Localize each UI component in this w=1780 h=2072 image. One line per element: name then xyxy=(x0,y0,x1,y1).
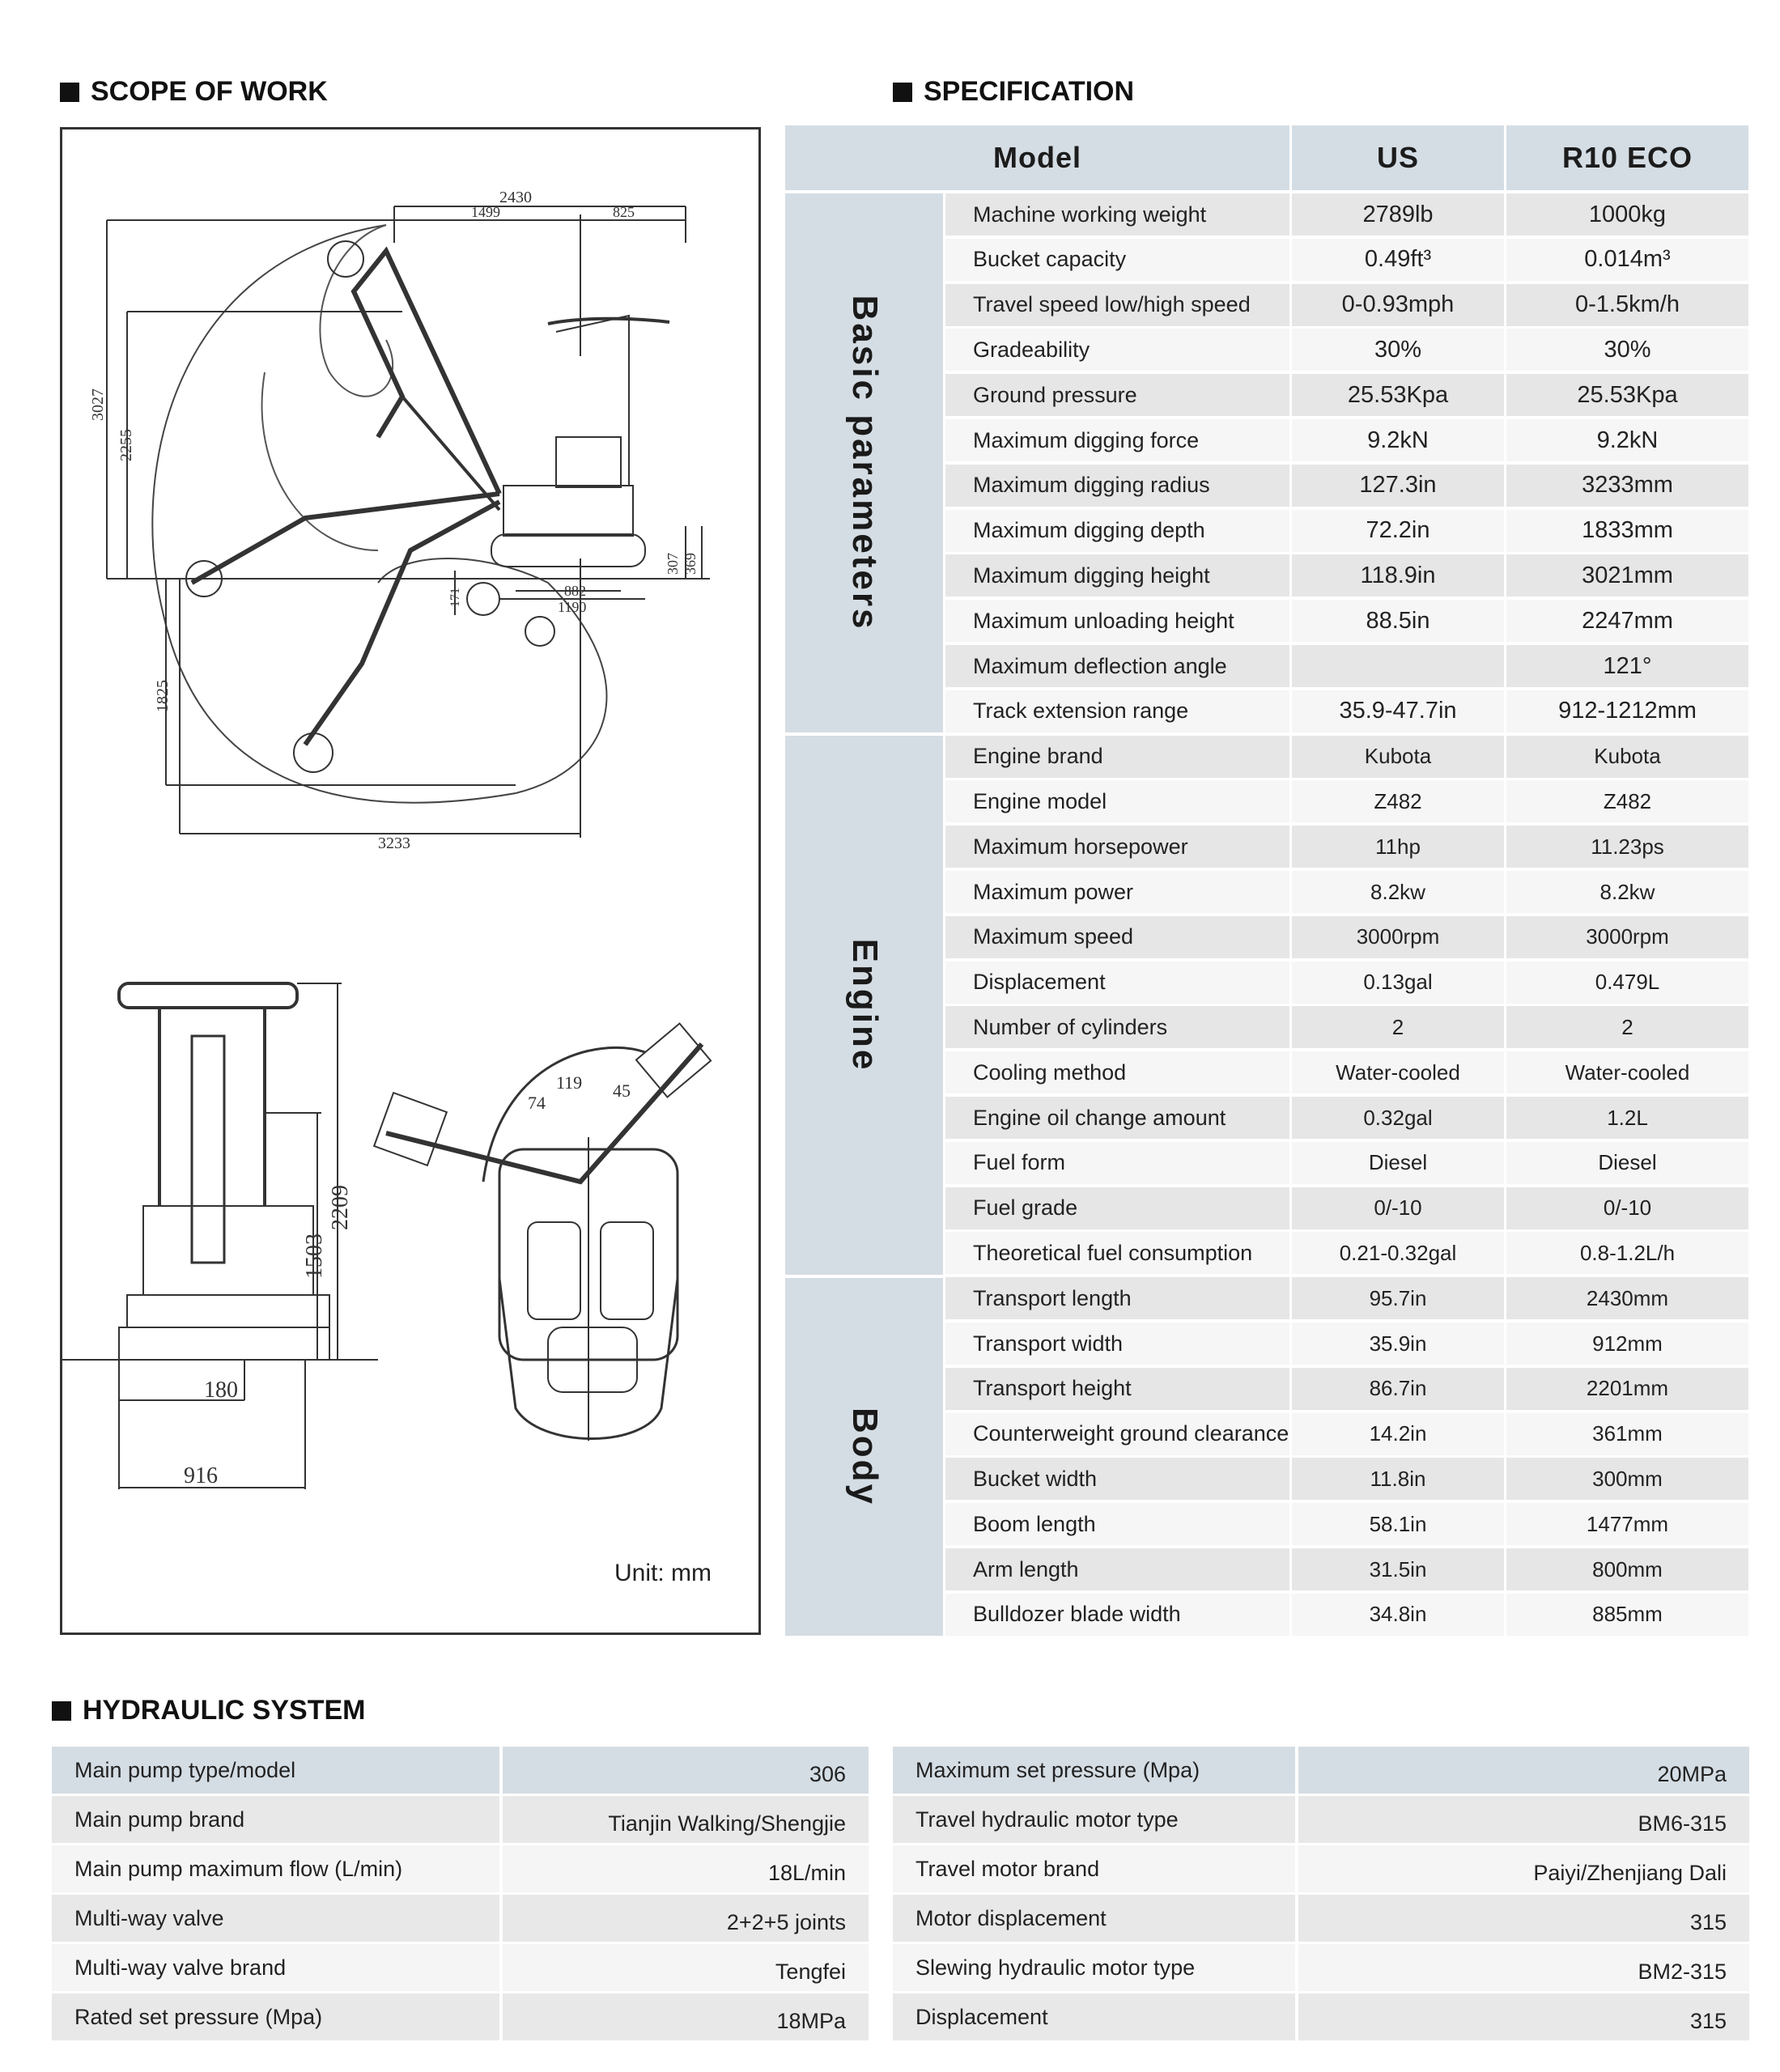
dim-1190: 1190 xyxy=(558,599,587,615)
hydraulic-param-name: Main pump brand xyxy=(52,1796,499,1843)
square-bullet-icon xyxy=(60,83,79,102)
dim-180: 180 xyxy=(204,1378,238,1403)
spec-value-us: 34.8in xyxy=(1292,1594,1504,1636)
spec-value-us: 0.13gal xyxy=(1292,962,1504,1004)
spec-value-us: 11hp xyxy=(1292,826,1504,868)
spec-row xyxy=(945,1458,1748,1500)
spec-value-r10eco: Kubota xyxy=(1506,736,1748,778)
group-engine xyxy=(785,736,943,1275)
spec-row xyxy=(945,419,1748,461)
dim-1499: 1499 xyxy=(471,204,500,220)
hydraulic-row xyxy=(893,1993,1749,2040)
hydraulic-title: HYDRAULIC SYSTEM xyxy=(52,1695,365,1726)
hydraulic-row xyxy=(52,1895,869,1942)
dim-2209: 2209 xyxy=(328,1185,353,1230)
hydraulic-row xyxy=(893,1944,1749,1991)
spec-value-r10eco: 1833mm xyxy=(1506,510,1748,552)
hydraulic-row xyxy=(52,1845,869,1892)
unit-label: Unit: mm xyxy=(614,1560,712,1586)
spec-param-name: Maximum deflection angle xyxy=(945,645,1289,687)
spec-param-name: Engine oil change amount xyxy=(945,1097,1289,1139)
spec-value-us: 14.2in xyxy=(1292,1413,1504,1455)
spec-row xyxy=(945,1413,1748,1455)
spec-value-us: Kubota xyxy=(1292,736,1504,778)
hydraulic-param-value: 315 xyxy=(1298,1895,1749,1942)
spec-param-name: Machine working weight xyxy=(945,193,1289,236)
spec-param-name: Gradeability xyxy=(945,329,1289,371)
spec-row xyxy=(945,1323,1748,1365)
spec-value-us: 0.21-0.32gal xyxy=(1292,1232,1504,1274)
spec-value-us: 25.53Kpa xyxy=(1292,374,1504,416)
spec-param-name: Fuel grade xyxy=(945,1187,1289,1229)
spec-param-name: Maximum digging force xyxy=(945,419,1289,461)
hydraulic-param-name: Displacement xyxy=(893,1993,1295,2040)
spec-value-r10eco: 3021mm xyxy=(1506,554,1748,597)
spec-row xyxy=(945,600,1748,642)
spec-param-name: Track extension range xyxy=(945,690,1289,732)
spec-value-r10eco: 0.014m³ xyxy=(1506,239,1748,281)
spec-param-name: Theoretical fuel consumption xyxy=(945,1232,1289,1274)
hydraulic-param-value: 18L/min xyxy=(503,1845,869,1892)
spec-param-name: Number of cylinders xyxy=(945,1006,1289,1048)
spec-row xyxy=(945,826,1748,868)
spec-row xyxy=(945,1277,1748,1319)
group-label: Engine xyxy=(844,938,885,1072)
spec-param-name: Maximum horsepower xyxy=(945,826,1289,868)
spec-param-name: Bucket capacity xyxy=(945,239,1289,281)
spec-value-us: Diesel xyxy=(1292,1142,1504,1184)
spec-title: SPECIFICATION xyxy=(893,76,1134,108)
spec-row xyxy=(945,554,1748,597)
spec-row xyxy=(945,284,1748,326)
hydraulic-param-value: 2+2+5 joints xyxy=(503,1895,869,1942)
hydraulic-row xyxy=(893,1845,1749,1892)
hydraulic-param-name: Multi-way valve brand xyxy=(52,1944,499,1991)
dim-1503: 1503 xyxy=(302,1233,327,1279)
spec-value-us: 0.32gal xyxy=(1292,1097,1504,1139)
spec-param-name: Maximum unloading height xyxy=(945,600,1289,642)
spec-row xyxy=(945,193,1748,236)
dim-882: 882 xyxy=(564,583,586,599)
spec-value-us: 9.2kN xyxy=(1292,419,1504,461)
group-label: Basic parameters xyxy=(844,295,885,631)
hydraulic-param-name: Multi-way valve xyxy=(52,1895,499,1942)
hydraulic-param-name: Main pump maximum flow (L/min) xyxy=(52,1845,499,1892)
spec-value-us: 2789lb xyxy=(1292,193,1504,236)
spec-value-r10eco: 3000rpm xyxy=(1506,916,1748,958)
spec-row xyxy=(945,374,1748,416)
hydraulic-param-name: Maximum set pressure (Mpa) xyxy=(893,1747,1295,1794)
spec-value-us: 30% xyxy=(1292,329,1504,371)
hydraulic-row xyxy=(893,1796,1749,1843)
spec-param-name: Maximum digging depth xyxy=(945,510,1289,552)
spec-row xyxy=(945,329,1748,371)
spec-row xyxy=(945,510,1748,552)
spec-value-us: 0.49ft³ xyxy=(1292,239,1504,281)
hydraulic-param-name: Travel hydraulic motor type xyxy=(893,1796,1295,1843)
spec-row xyxy=(945,1503,1748,1545)
spec-header-us: US xyxy=(1292,125,1504,190)
spec-value-r10eco: Z482 xyxy=(1506,780,1748,822)
spec-row xyxy=(945,916,1748,958)
spec-value-us: 35.9-47.7in xyxy=(1292,690,1504,732)
spec-param-name: Counterweight ground clearance xyxy=(945,1413,1289,1455)
dim-2430: 2430 xyxy=(499,189,532,206)
spec-value-r10eco: Water-cooled xyxy=(1506,1051,1748,1093)
spec-value-r10eco: 0/-10 xyxy=(1506,1187,1748,1229)
spec-value-r10eco: 1477mm xyxy=(1506,1503,1748,1545)
spec-value-us: 3000rpm xyxy=(1292,916,1504,958)
spec-value-us: 8.2kw xyxy=(1292,871,1504,913)
hydraulic-param-value: Paiyi/Zhenjiang Dali xyxy=(1298,1845,1749,1892)
spec-value-us: 95.7in xyxy=(1292,1277,1504,1319)
spec-row xyxy=(945,1594,1748,1636)
front-view xyxy=(62,983,378,1489)
spec-param-name: Transport width xyxy=(945,1323,1289,1365)
hydraulic-param-name: Main pump type/model xyxy=(52,1747,499,1794)
hydraulic-param-name: Travel motor brand xyxy=(893,1845,1295,1892)
spec-param-name: Engine brand xyxy=(945,736,1289,778)
spec-value-r10eco: 885mm xyxy=(1506,1594,1748,1636)
spec-param-name: Maximum digging radius xyxy=(945,465,1289,507)
spec-param-name: Cooling method xyxy=(945,1051,1289,1093)
spec-value-us: 58.1in xyxy=(1292,1503,1504,1545)
spec-value-r10eco: 30% xyxy=(1506,329,1748,371)
spec-value-r10eco: 9.2kN xyxy=(1506,419,1748,461)
dim-3027: 3027 xyxy=(89,388,107,421)
spec-value-r10eco: 0.8-1.2L/h xyxy=(1506,1232,1748,1274)
spec-row xyxy=(945,645,1748,687)
working-range-view xyxy=(89,189,710,852)
hydraulic-param-value: 306 xyxy=(503,1747,869,1794)
spec-value-r10eco: 800mm xyxy=(1506,1548,1748,1590)
hydraulic-param-value: Tianjin Walking/Shengjie xyxy=(503,1796,869,1843)
spec-param-name: Maximum power xyxy=(945,871,1289,913)
spec-value-r10eco: 361mm xyxy=(1506,1413,1748,1455)
spec-value-r10eco: 300mm xyxy=(1506,1458,1748,1500)
spec-param-name: Fuel form xyxy=(945,1142,1289,1184)
spec-value-us: 88.5in xyxy=(1292,600,1504,642)
spec-param-name: Bulldozer blade width xyxy=(945,1594,1289,1636)
group-body xyxy=(785,1278,943,1636)
square-bullet-icon xyxy=(52,1701,71,1721)
spec-value-r10eco: 3233mm xyxy=(1506,465,1748,507)
group-basic-parameters xyxy=(785,193,943,732)
spec-value-r10eco: 11.23ps xyxy=(1506,826,1748,868)
spec-value-us: 35.9in xyxy=(1292,1323,1504,1365)
spec-row xyxy=(945,1142,1748,1184)
dim-825: 825 xyxy=(613,204,635,220)
hydraulic-param-value: 315 xyxy=(1298,1993,1749,2040)
hydraulic-param-name: Motor displacement xyxy=(893,1895,1295,1942)
spec-param-name: Boom length xyxy=(945,1503,1289,1545)
dim-171: 171 xyxy=(448,588,462,607)
spec-value-us: 127.3in xyxy=(1292,465,1504,507)
spec-row xyxy=(945,962,1748,1004)
hydraulic-row xyxy=(52,1796,869,1843)
spec-row xyxy=(945,690,1748,732)
spec-param-name: Transport height xyxy=(945,1368,1289,1410)
hydraulic-row xyxy=(893,1895,1749,1942)
hydraulic-row xyxy=(893,1747,1749,1794)
spec-value-r10eco: Diesel xyxy=(1506,1142,1748,1184)
spec-value-us: 0/-10 xyxy=(1292,1187,1504,1229)
spec-row xyxy=(945,871,1748,913)
dim-307: 307 xyxy=(665,553,681,575)
dim-1825: 1825 xyxy=(154,680,172,712)
spec-value-r10eco: 0-1.5km/h xyxy=(1506,284,1748,326)
spec-value-us: 86.7in xyxy=(1292,1368,1504,1410)
spec-row xyxy=(945,239,1748,281)
excavator-technical-drawing xyxy=(62,130,758,1633)
spec-value-us xyxy=(1292,645,1504,687)
spec-value-us: 72.2in xyxy=(1292,510,1504,552)
spec-row xyxy=(945,1548,1748,1590)
spec-row xyxy=(945,1187,1748,1229)
spec-row xyxy=(945,1368,1748,1410)
spec-param-name: Arm length xyxy=(945,1548,1289,1590)
top-view xyxy=(374,1024,711,1441)
spec-param-name: Ground pressure xyxy=(945,374,1289,416)
spec-value-r10eco: 0.479L xyxy=(1506,962,1748,1004)
spec-value-r10eco: 912mm xyxy=(1506,1323,1748,1365)
hydraulic-param-name: Slewing hydraulic motor type xyxy=(893,1944,1295,1991)
dim-3233: 3233 xyxy=(378,834,410,852)
spec-param-name: Maximum speed xyxy=(945,916,1289,958)
scope-drawing-frame xyxy=(60,127,761,1635)
spec-value-r10eco: 2 xyxy=(1506,1006,1748,1048)
hydraulic-row xyxy=(52,1993,869,2040)
spec-value-us: 31.5in xyxy=(1292,1548,1504,1590)
group-label: Body xyxy=(844,1408,885,1506)
spec-value-us: 0-0.93mph xyxy=(1292,284,1504,326)
spec-value-r10eco: 8.2kw xyxy=(1506,871,1748,913)
spec-row xyxy=(945,1006,1748,1048)
hydraulic-param-name: Rated set pressure (Mpa) xyxy=(52,1993,499,2040)
spec-param-name: Engine model xyxy=(945,780,1289,822)
hydraulic-row xyxy=(52,1944,869,1991)
hydraulic-param-value: Tengfei xyxy=(503,1944,869,1991)
spec-param-name: Transport length xyxy=(945,1277,1289,1319)
spec-value-r10eco: 1.2L xyxy=(1506,1097,1748,1139)
angle-119: 119 xyxy=(556,1072,583,1093)
dim-369: 369 xyxy=(682,553,699,575)
spec-row xyxy=(945,780,1748,822)
spec-row xyxy=(945,1232,1748,1274)
spec-param-name: Maximum digging height xyxy=(945,554,1289,597)
spec-param-name: Displacement xyxy=(945,962,1289,1004)
scope-title: SCOPE OF WORK xyxy=(60,76,328,108)
spec-value-us: 11.8in xyxy=(1292,1458,1504,1500)
spec-row xyxy=(945,1097,1748,1139)
hydraulic-param-value: 20MPa xyxy=(1298,1747,1749,1794)
hydraulic-row xyxy=(52,1747,869,1794)
spec-value-r10eco: 25.53Kpa xyxy=(1506,374,1748,416)
spec-value-us: Z482 xyxy=(1292,780,1504,822)
hydraulic-param-value: BM2-315 xyxy=(1298,1944,1749,1991)
spec-header-model: Model xyxy=(785,125,1289,190)
spec-row xyxy=(945,465,1748,507)
spec-param-name: Bucket width xyxy=(945,1458,1289,1500)
spec-value-us: 2 xyxy=(1292,1006,1504,1048)
spec-value-r10eco: 912-1212mm xyxy=(1506,690,1748,732)
dim-916: 916 xyxy=(184,1463,218,1488)
spec-value-r10eco: 2430mm xyxy=(1506,1277,1748,1319)
spec-value-r10eco: 121° xyxy=(1506,645,1748,687)
spec-value-r10eco: 2201mm xyxy=(1506,1368,1748,1410)
spec-value-us: 118.9in xyxy=(1292,554,1504,597)
spec-value-r10eco: 2247mm xyxy=(1506,600,1748,642)
dim-2255: 2255 xyxy=(117,429,135,461)
spec-param-name: Travel speed low/high speed xyxy=(945,284,1289,326)
spec-row xyxy=(945,1051,1748,1093)
square-bullet-icon xyxy=(893,83,912,102)
angle-74: 74 xyxy=(528,1093,546,1113)
spec-row xyxy=(945,736,1748,778)
hydraulic-param-value: BM6-315 xyxy=(1298,1796,1749,1843)
hydraulic-param-value: 18MPa xyxy=(503,1993,869,2040)
spec-value-us: Water-cooled xyxy=(1292,1051,1504,1093)
angle-45: 45 xyxy=(613,1081,631,1101)
spec-header-r10eco: R10 ECO xyxy=(1506,125,1748,190)
spec-value-r10eco: 1000kg xyxy=(1506,193,1748,236)
